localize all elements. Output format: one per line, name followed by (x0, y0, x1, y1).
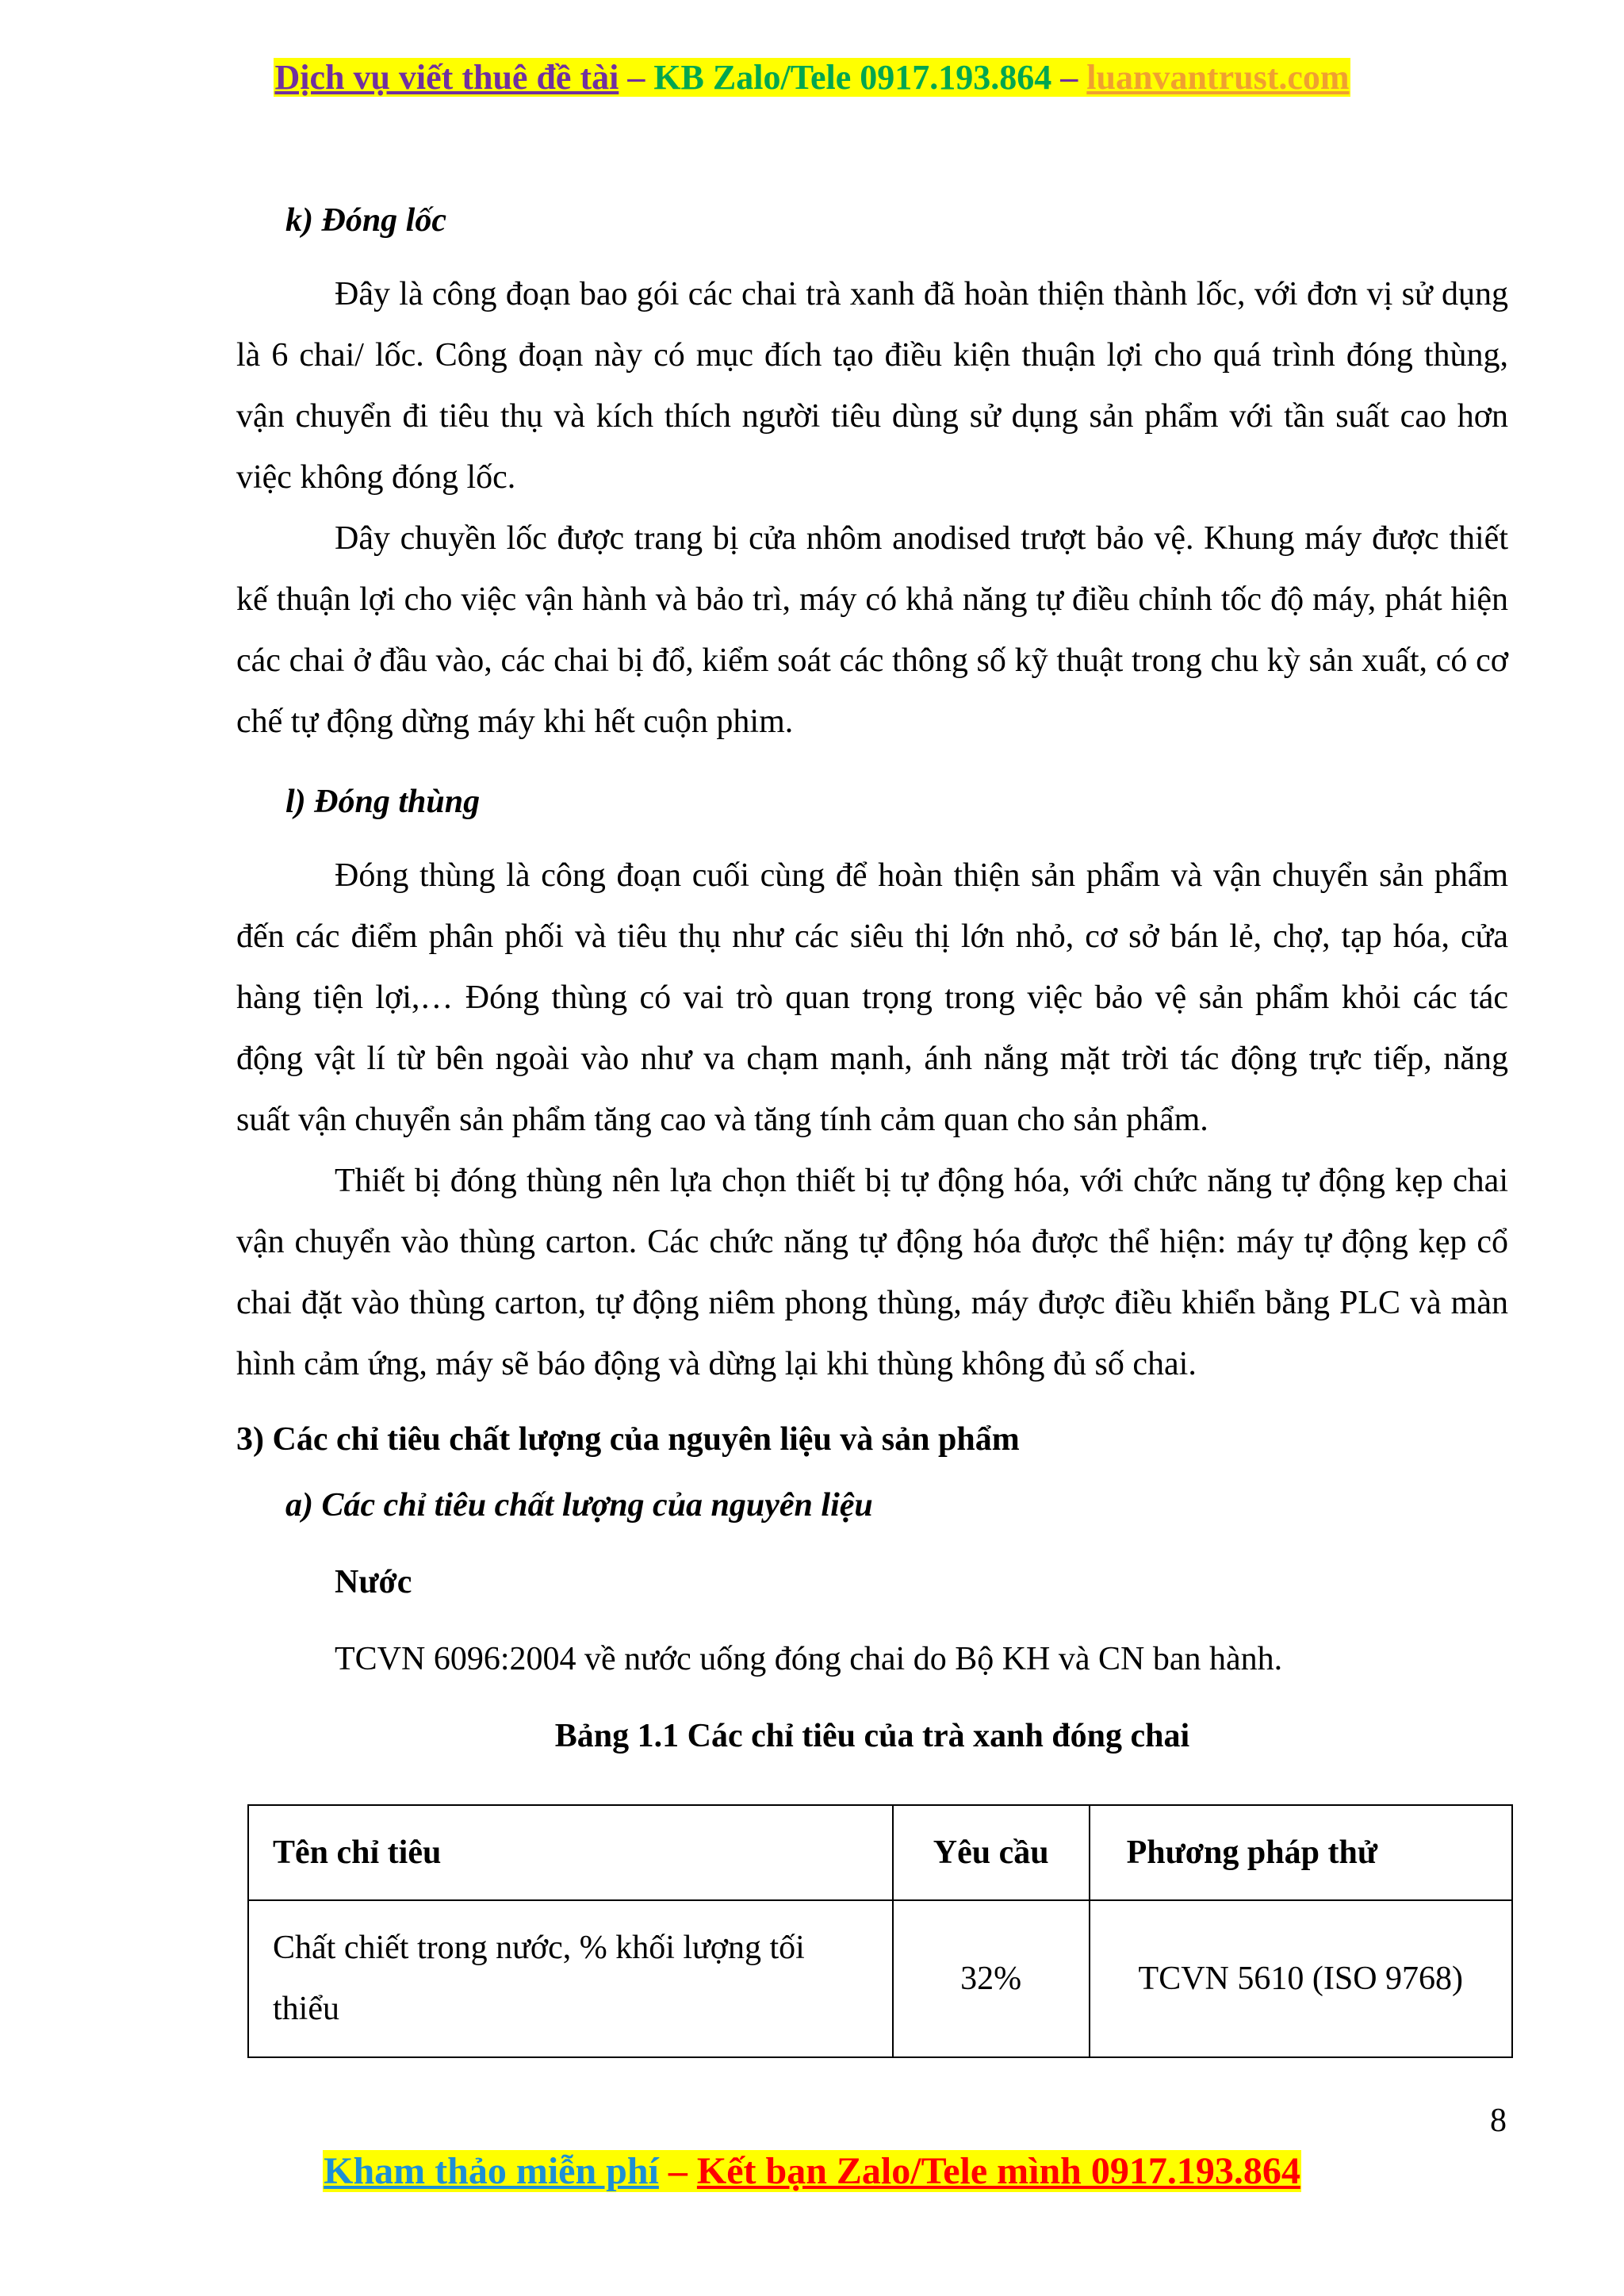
table-header-row (248, 1805, 1512, 1900)
section-l-paragraph-2: Thiết bị đóng thùng nên lựa chọn thiết bị tự động hóa, với chức năng tự động kẹp chai vận chuyển vào thùng carton. Các chức năng tự động hóa được thể hiện: máy tự động kẹp cổ chai đặt vào thùng carton, tự động niêm phong thùng, máy được điều khiển bằng PLC và màn hình cảm ứng, máy sẽ báo động và dừng lại khi thùng không đủ số chai. (236, 1163, 1508, 1382)
header-separator: – (1051, 58, 1087, 97)
section-l-title: l) Đóng thùng (285, 784, 481, 820)
table-cell: Chất chiết trong nước, % khối lượng tối thiểu (248, 1900, 893, 2057)
footer-link-contact[interactable]: Kết bạn Zalo/Tele mình 0917.193.864 (696, 2150, 1300, 2192)
section-l-paragraph-1: Đóng thùng là công đoạn cuối cùng để hoàn thiện sản phẩm và vận chuyển sản phẩm đến các điểm phân phối và tiêu thụ như các siêu thị lớn nhỏ, cơ sở bán lẻ, chợ, tạp hóa, cửa hàng tiện lợi,… Đóng thùng có vai trò quan trọng trong việc bảo vệ sản phẩm khỏi các tác động vật lí từ bên ngoài vào như va chạm mạnh, ánh nắng mặt trời tác động trực tiếp, năng suất vận chuyển sản phẩm tăng cao và tăng tính cảm quan cho sản phẩm. (236, 857, 1508, 1138)
quality-spec-table (247, 1804, 1513, 2058)
footer-separator: – (658, 2150, 697, 2192)
water-title: Nước (335, 1564, 412, 1600)
section-3-title: 3) Các chỉ tiêu chất lượng của nguyên liệu và sản phẩm (236, 1421, 1020, 1458)
table-caption: Bảng 1.1 Các chỉ tiêu của trà xanh đóng chai (554, 1718, 1190, 1754)
table-header-cell: Yêu cầu (893, 1805, 1090, 1900)
page-content (236, 190, 1508, 1767)
table-header-cell: Phương pháp thử (1090, 1805, 1512, 1900)
table-header-cell: Tên chỉ tiêu (248, 1805, 893, 1900)
water-standard-text: TCVN 6096:2004 về nước uống đóng chai do Bộ KH và CN ban hành. (335, 1641, 1283, 1677)
table-cell: TCVN 5610 (ISO 9768) (1090, 1900, 1512, 2057)
section-k-title: k) Đóng lốc (285, 202, 446, 239)
footer-banner (0, 2149, 1624, 2193)
section-k-paragraph-2: Dây chuyền lốc được trang bị cửa nhôm anodised trượt bảo vệ. Khung máy được thiết kế thuận lợi cho việc vận hành và bảo trì, máy có khả năng tự điều chỉnh tốc độ máy, phát hiện các chai ở đầu vào, các chai bị đổ, kiểm soát các thông số kỹ thuật trong chu kỳ sản xuất, có cơ chế tự động dừng máy khi hết cuộn phim. (236, 520, 1508, 740)
header-contact: KB Zalo/Tele 0917.193.864 (653, 58, 1052, 97)
header-banner (0, 57, 1624, 98)
footer-link-free[interactable]: Kham thảo miễn phí (324, 2150, 659, 2192)
header-link-website[interactable]: luanvantrust.com (1086, 58, 1350, 97)
header-link-service[interactable]: Dịch vụ viết thuê đề tài (274, 58, 619, 97)
table-cell: 32% (893, 1900, 1090, 2057)
header-separator: – (619, 58, 654, 97)
section-a-title: a) Các chỉ tiêu chất lượng của nguyên liệu (285, 1487, 873, 1524)
page-number: 8 (1490, 2102, 1507, 2139)
table-row (248, 1900, 1512, 2057)
section-k-paragraph-1: Đây là công đoạn bao gói các chai trà xanh đã hoàn thiện thành lốc, với đơn vị sử dụng là 6 chai/ lốc. Công đoạn này có mục đích tạo điều kiện thuận lợi cho quá trình đóng thùng, vận chuyển đi tiêu thụ và kích thích người tiêu dùng sử dụng sản phẩm với tần suất cao hơn việc không đóng lốc. (236, 276, 1508, 496)
